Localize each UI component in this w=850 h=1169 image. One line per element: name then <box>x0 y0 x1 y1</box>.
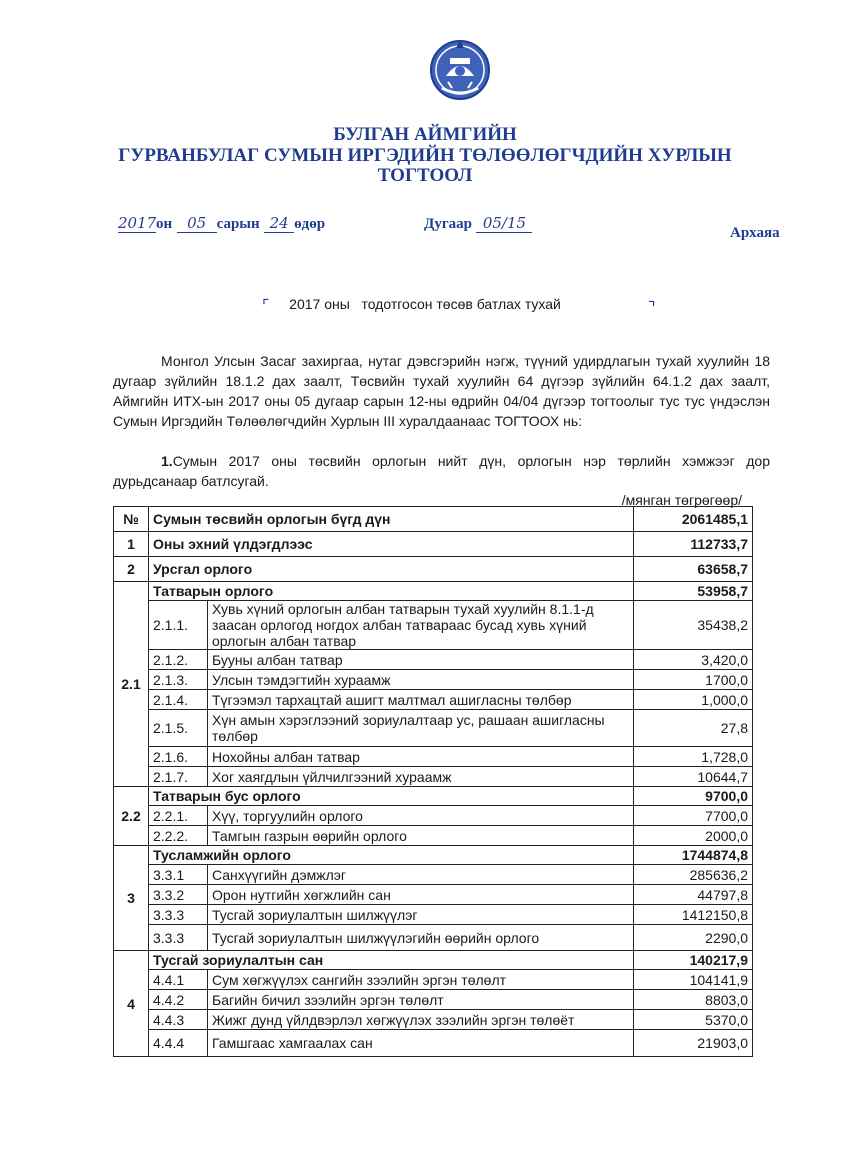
budget-table <box>113 506 753 1057</box>
table-row <box>114 650 753 670</box>
clause-1 <box>113 451 770 491</box>
section-number: 4 <box>114 951 149 1057</box>
item-code: 2.1.5. <box>149 710 208 747</box>
table-row <box>114 951 753 970</box>
subject-text: 2017 оны тодотгосон төсөв батлах тухай <box>289 296 561 312</box>
item-value: 27,8 <box>634 710 753 747</box>
table-row <box>114 925 753 951</box>
row-value: 112733,7 <box>634 532 753 557</box>
date-year-suffix: он <box>156 216 173 232</box>
item-name: Хог хаягдлын үйлчилгээний хураамж <box>208 767 634 787</box>
section-name: Тусламжийн орлого <box>149 846 634 865</box>
table-row <box>114 865 753 885</box>
item-code: 4.4.2 <box>149 990 208 1010</box>
table-row <box>114 582 753 601</box>
item-name: Орон нутгийн хөгжлийн сан <box>208 885 634 905</box>
table-row <box>114 885 753 905</box>
item-name: Нохойны албан татвар <box>208 747 634 767</box>
item-name: Гамшгаас хамгаалах сан <box>208 1030 634 1057</box>
col-number-header: № <box>114 507 149 532</box>
item-value: 35438,2 <box>634 601 753 650</box>
item-value: 1,728,0 <box>634 747 753 767</box>
clause-1-number: 1. <box>161 453 173 469</box>
item-name: Тусгай зориулалтын шилжүүлэг <box>208 905 634 925</box>
item-name: Сум хөгжүүлэх сангийн зээлийн эргэн төлөлт <box>208 970 634 990</box>
section-number: 3 <box>114 846 149 951</box>
item-code: 2.1.1. <box>149 601 208 650</box>
item-name: Хувь хүний орлогын албан татварын тухай хуулийн 8.1.1-д заасан орлогод ногдох албан татвараас бусад хувь хүний орлогын албан татвар <box>208 601 634 650</box>
item-value: 104141,9 <box>634 970 753 990</box>
item-value: 285636,2 <box>634 865 753 885</box>
row-name: Оны эхний үлдэгдлээс <box>149 532 634 557</box>
decree-number-value: 05/15 <box>476 214 532 233</box>
item-value: 1700,0 <box>634 670 753 690</box>
table-row <box>114 601 753 650</box>
item-value: 5370,0 <box>634 1010 753 1030</box>
section-name: Татварын орлого <box>149 582 634 601</box>
total-income-label: Сумын төсвийн орлогын бүгд дүн <box>149 507 634 532</box>
row-number: 1 <box>114 532 149 557</box>
preamble-paragraph: Монгол Улсын Засаг захиргаа, нутаг дэвсгэрийн нэгж, түүний удирдлагын тухай хуулийн 18 дугаар зүйлийн 18.1.2 дах заалт, Төсвийн тухай хуулийн 64 дүгээр зүйлийн 64.1.2 дах заалт, Аймгийн ИТХ-ын 2017 оны 05 дугаар сарын 12-ны өдрийн 04/04 дүгээр тогтоолыг тус тус үндэслэн Сумын Иргэдийн Төлөөлөгчдийн Хурлын III хуралдаанаас ТОГТООХ нь: <box>113 353 770 429</box>
table-row <box>114 710 753 747</box>
item-name: Тамгын газрын өөрийн орлого <box>208 826 634 846</box>
table-row <box>114 905 753 925</box>
item-value: 8803,0 <box>634 990 753 1010</box>
unit-label: /мянган төгрөгөөр/ <box>621 492 742 508</box>
date-day-suffix: өдөр <box>294 216 326 232</box>
document-type-title: ТОГТООЛ <box>377 165 473 186</box>
item-name: Тусгай зориулалтын шилжүүлэгийн өөрийн орлого <box>208 925 634 951</box>
table-row <box>114 557 753 582</box>
item-code: 2.1.4. <box>149 690 208 710</box>
item-code: 2.2.2. <box>149 826 208 846</box>
clause-1-text: Сумын 2017 оны төсвийн орлогын нийт дүн, орлогын нэр төрлийн хэмжээг дор дурьдсанаар батлсугай. <box>113 453 770 489</box>
table-row <box>114 747 753 767</box>
date-day: 24 <box>264 214 294 233</box>
org-line-2: ГУРВАНБУЛАГ СУМЫН ИРГЭДИЙН ТӨЛӨӨЛӨГЧДИЙН ХУРЛЫН <box>118 145 732 166</box>
item-code: 4.4.3 <box>149 1010 208 1030</box>
item-code: 3.3.3 <box>149 925 208 951</box>
item-code: 2.1.6. <box>149 747 208 767</box>
item-code: 3.3.1 <box>149 865 208 885</box>
item-code: 3.3.2 <box>149 885 208 905</box>
section-name: Татварын бус орлого <box>149 787 634 806</box>
table-row <box>114 767 753 787</box>
date-month-suffix: сарын <box>216 216 260 232</box>
decree-subject <box>0 296 850 317</box>
state-emblem-icon <box>428 36 492 102</box>
item-code: 2.2.1. <box>149 806 208 826</box>
section-value: 140217,9 <box>634 951 753 970</box>
item-name: Багийн бичил зээлийн эргэн төлөлт <box>208 990 634 1010</box>
item-value: 2000,0 <box>634 826 753 846</box>
item-value: 1,000,0 <box>634 690 753 710</box>
row-value: 63658,7 <box>634 557 753 582</box>
item-code: 2.1.2. <box>149 650 208 670</box>
item-code: 4.4.1 <box>149 970 208 990</box>
org-line-1: БУЛГАН АЙМГИЙН <box>333 124 517 145</box>
subject-close-bracket: ⌝ <box>648 300 656 317</box>
table-row <box>114 690 753 710</box>
item-code: 2.1.7. <box>149 767 208 787</box>
item-value: 21903,0 <box>634 1030 753 1057</box>
item-value: 44797,8 <box>634 885 753 905</box>
date-year: 2017 <box>118 214 157 232</box>
decree-number <box>424 214 532 233</box>
table-row <box>114 806 753 826</box>
item-name: Санхүүгийн дэмжлэг <box>208 865 634 885</box>
place-name: Архаяа <box>730 225 780 241</box>
item-name: Түгээмэл тархацтай ашигт малтмал ашигласны төлбөр <box>208 690 634 710</box>
row-name: Урсгал орлого <box>149 557 634 582</box>
table-row <box>114 970 753 990</box>
table-row <box>114 826 753 846</box>
table-row <box>114 1010 753 1030</box>
table-row <box>114 1030 753 1057</box>
table-row <box>114 990 753 1010</box>
item-name: Улсын тэмдэгтийн хураамж <box>208 670 634 690</box>
section-value: 9700,0 <box>634 787 753 806</box>
section-value: 1744874,8 <box>634 846 753 865</box>
item-code: 2.1.3. <box>149 670 208 690</box>
table-row <box>114 532 753 557</box>
item-value: 10644,7 <box>634 767 753 787</box>
table-row <box>114 507 753 532</box>
item-name: Жижг дунд үйлдвэрлэл хөгжүүлэх зээлийн эргэн төлөёт <box>208 1010 634 1030</box>
item-value: 7700,0 <box>634 806 753 826</box>
item-name: Хүү, торгуулийн орлого <box>208 806 634 826</box>
decree-number-label: Дугаар <box>424 216 472 232</box>
row-number: 2 <box>114 557 149 582</box>
table-row <box>114 787 753 806</box>
table-row <box>114 846 753 865</box>
item-name: Бууны албан татвар <box>208 650 634 670</box>
table-row <box>114 670 753 690</box>
item-code: 4.4.4 <box>149 1030 208 1057</box>
date-line <box>118 214 325 233</box>
item-value: 3,420,0 <box>634 650 753 670</box>
section-number: 2.2 <box>114 787 149 846</box>
item-name: Хүн амын хэрэглээний зориулалтаар ус, рашаан ашигласны төлбөр <box>208 710 634 747</box>
section-number: 2.1 <box>114 582 149 787</box>
section-name: Тусгай зориулалтын сан <box>149 951 634 970</box>
item-value: 1412150,8 <box>634 905 753 925</box>
item-code: 3.3.3 <box>149 905 208 925</box>
subject-open-bracket: ⌜ <box>262 298 270 315</box>
item-value: 2290,0 <box>634 925 753 951</box>
section-value: 53958,7 <box>634 582 753 601</box>
total-income-value: 2061485,1 <box>634 507 753 532</box>
date-month: 05 <box>177 214 217 233</box>
